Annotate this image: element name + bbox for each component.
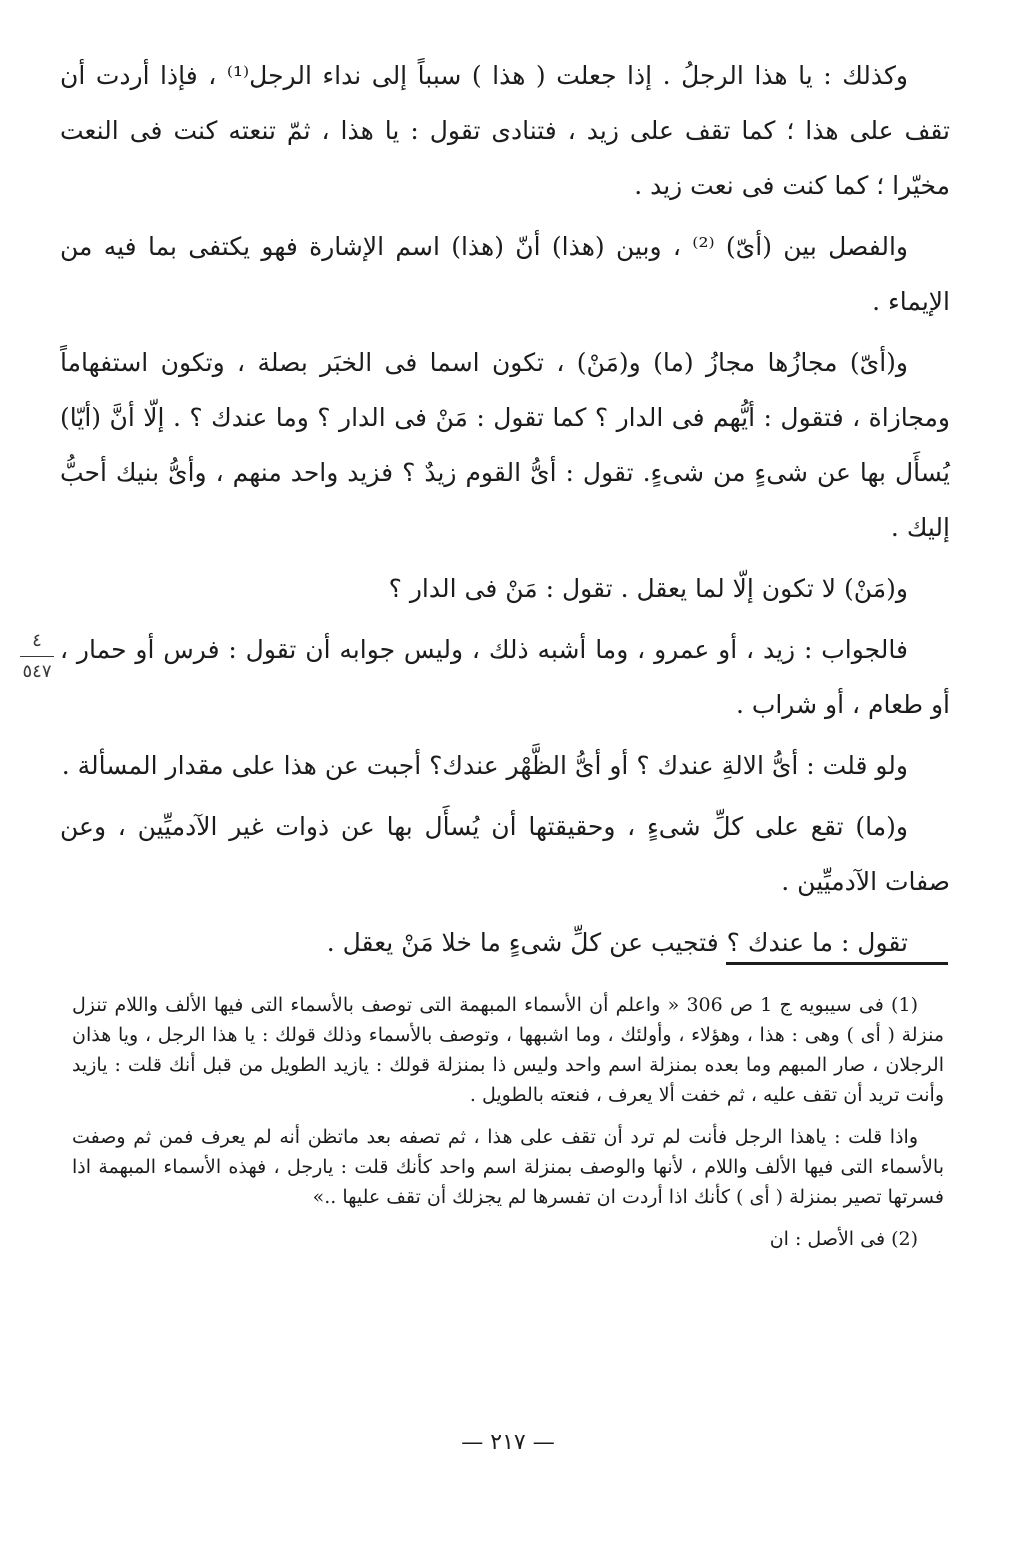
footnote-2: (2) فى الأصل : ان <box>769 1228 918 1250</box>
footnote-1-continued: واذا قلت : ياهذا الرجل فأنت لم ترد أن تقف على هذا ، ثم تصفه بعد ماتظن أنه لم يعرف فمن ثم وصفت بالأسماء التى فيها الألف واللام ، لأنها والوصف بمنزلة اسم واحد كأنك قلت : يارجل ، فهذه الأسماء المبهمة اذا فسرتها تصير بمنزلة ( أى ) كأنك اذا أردت ان تفسرها لم يجزلك أن تقف عليها ..» <box>72 1126 944 1208</box>
paragraph-ma-usage: و(ما) تقع على كلِّ شىءٍ ، وحقيقتها أن يُسأَل بها عن ذوات غير الآدميِّين ، وعن صفات الآدميِّين . <box>60 812 950 896</box>
paragraph-answer: فالجواب : زيد ، أو عمرو ، وما أشبه ذلك ، وليس جوابه أن تقول : فرس أو حمار ، أو طعام ، أو شراب . <box>60 635 950 719</box>
paragraph-closing-example: تقول : ما عندك ؟ فتجيب عن كلِّ شىءٍ ما خلا مَنْ يعقل . <box>326 928 908 957</box>
margin-mark-top: ٤ <box>32 630 42 651</box>
footnotes <box>72 990 944 1254</box>
paragraph-if-said: ولو قلت : أىُّ الالةِ عندك ؟ أو أىُّ الظَّهْر عندك؟ أجبت عن هذا على مقدار المسألة . <box>61 751 908 780</box>
paragraph-vocative-example: وكذلك : يا هذا الرجلُ . إذا جعلت ( هذا ) سبباً إلى نداء الرجل⁽¹⁾ ، فإذا أردت أن تقف على هذا ؛ كما تقف على زيد ، فتنادى تقول : يا هذا ، ثمّ تنعته كنت فى النعت مخيّرا ؛ كما كنت فى نعت زيد . <box>60 61 950 200</box>
paragraph-man-usage: و(مَنْ) لا تكون إلّا لما يعقل . تقول : مَنْ فى الدار ؟ <box>388 574 908 603</box>
paragraph-ayy-usage: و(أىّ) مجازُها مجازُ (ما) و(مَنْ) ، تكون اسما فى الخبَر بصلة ، وتكون استفهاماً ومجازاة ، فتقول : أيُّهم فى الدار ؟ كما تقول : مَنْ فى الدار ؟ وما عندك ؟ . إلّا أنَّ (أيّا) يُسأَل بها عن شىءٍ من شىءٍ. تقول : أىُّ القوم زيدٌ ؟ فزيد واحد منهم ، وأىُّ بنيك أحبُّ إليك . <box>60 348 950 542</box>
margin-mark-bottom: ٥٤٧ <box>22 661 52 682</box>
page-number: — ٢١٧ — <box>461 1430 555 1455</box>
paragraph-difference: والفصل بين (أىّ) ⁽²⁾ ، وبين (هذا) أنّ (هذا) اسم الإشارة فهو يكتفى بما فيه من الإيماء . <box>60 232 950 316</box>
footnote-separator <box>726 962 948 965</box>
main-text <box>60 48 950 970</box>
margin-mark-divider <box>20 656 54 657</box>
footnote-1: (1) فى سيبويه ج 1 ص 306 « واعلم أن الأسماء المبهمة التى توصف بالأسماء التى فيها الألف واللام تنزل منزلة ( أى ) وهى : هذا ، وهؤلاء ، وأولئك ، وما اشبهها ، وتوصف بالأسماء وذلك قولك : يا هذا الرجل ، ويا هذان الرجلان ، صار المبهم وما بعده بمنزلة اسم واحد وليس ذا بمنزلة قولك : يازيد الطويل من قبل أنك قلت : يازيد وأنت تريد أن تقف عليه ، ثم خفت ألا يعرف ، فنعته بالطويل . <box>72 994 944 1106</box>
margin-mark <box>12 630 62 683</box>
